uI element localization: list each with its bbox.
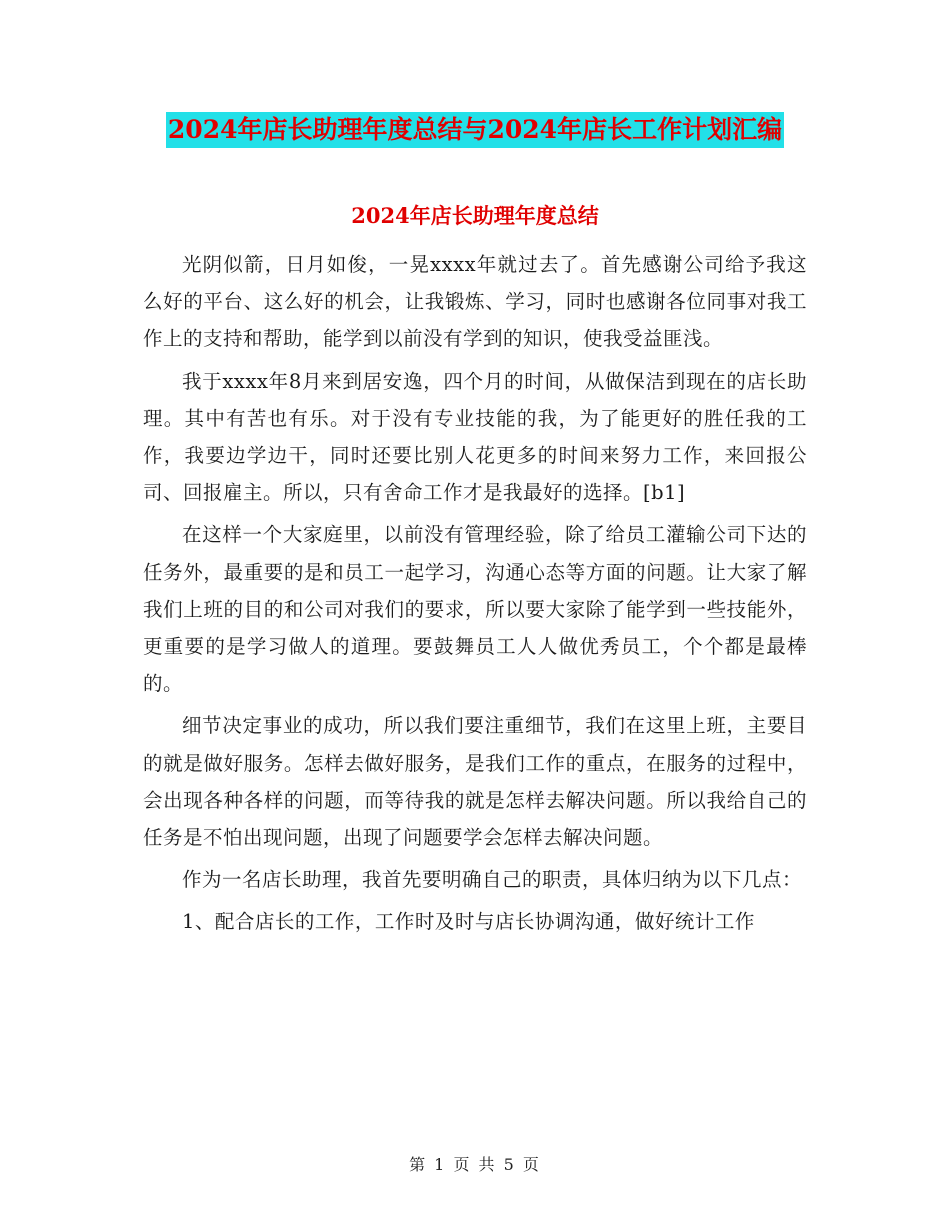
document-title: 2024年店长助理年度总结与2024年店长工作计划汇编 — [166, 112, 784, 148]
paragraph: 1、配合店长的工作，工作时及时与店长协调沟通，做好统计工作 — [182, 910, 755, 934]
paragraph: 我于xxxx年8月来到居安逸，四个月的时间，从做保洁到现在的店长助理。其中有苦也有乐。对于没有专业技能的我，为了能更好的胜任我的工作，我要边学边干，同时还要比别人花更多的时间来努力工作，来回报公司、回报雇主。所以，只有舍命工作才是我最好的选择。[b1] — [143, 369, 807, 505]
paragraph: 细节决定事业的成功，所以我们要注重细节，我们在这里上班，主要目的就是做好服务。怎样去做好服务，是我们工作的重点，在服务的过程中，会出现各种各样的问题，而等待我的就是怎样去解决问题。所以我给自己的任务是不怕出现问题，出现了问题要学会怎样去解决问题。 — [143, 714, 807, 850]
page-footer: 第 1 页 共 5 页 — [409, 1155, 541, 1174]
paragraph: 作为一名店长助理，我首先要明确自己的职责，具体归纳为以下几点： — [182, 868, 803, 892]
paragraph: 光阴似箭，日月如俊，一晃xxxx年就过去了。首先感谢公司给予我这么好的平台、这么好的机会，让我锻炼、学习，同时也感谢各位同事对我工作上的支持和帮助，能学到以前没有学到的知识，使我受益匪浅。 — [143, 253, 807, 351]
paragraph: 在这样一个大家庭里，以前没有管理经验，除了给员工灌输公司下达的任务外，最重要的是和员工一起学习，沟通心态等方面的问题。让大家了解我们上班的目的和公司对我们的要求，所以要大家除了能学到一些技能外，更重要的是学习做人的道理。要鼓舞员工人人做优秀员工，个个都是最棒的。 — [143, 523, 807, 696]
document-body — [143, 246, 807, 946]
document-title-container — [0, 112, 950, 148]
section-title: 2024年店长助理年度总结 — [351, 203, 599, 228]
